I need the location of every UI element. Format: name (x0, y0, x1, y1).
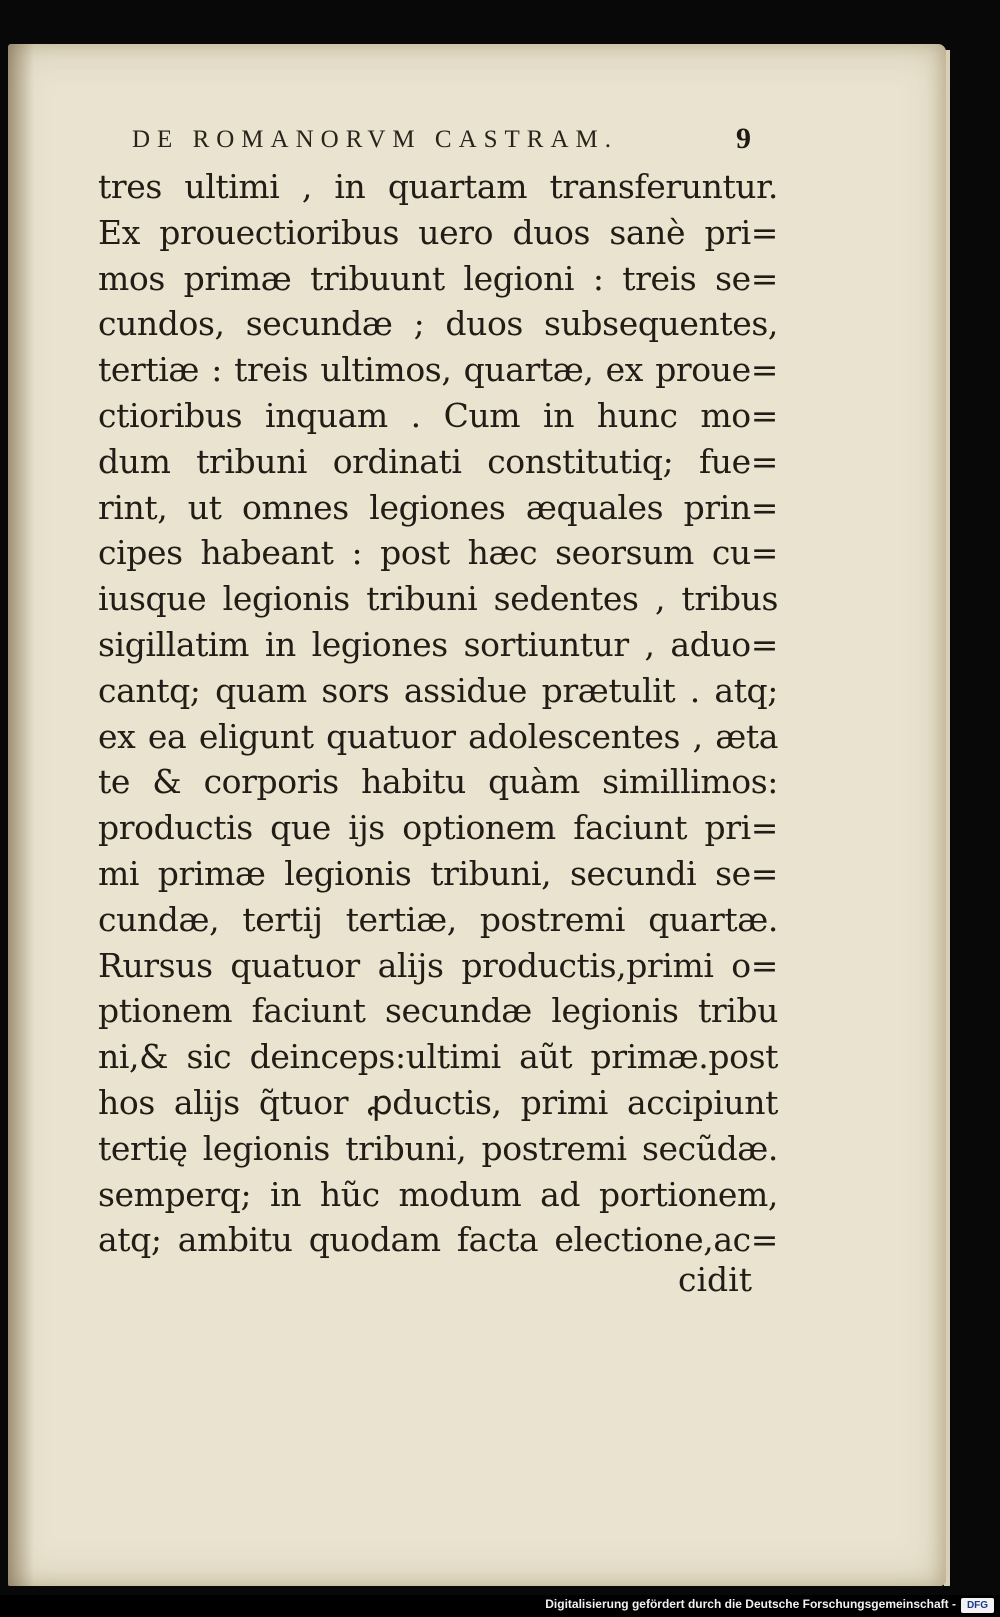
text-line: hos alijs q̃tuor ꝓductis, primi accipiunt (98, 1082, 778, 1122)
text-line: dum tribuni ordinati constitutiq; fue= (98, 441, 778, 481)
text-line: tertię legionis tribuni, postremi secũdæ. (98, 1128, 778, 1168)
text-line: atq; ambitu quodam facta electione,ac= (98, 1220, 778, 1260)
text-line: te & corporis habitu quàm simillimos: (98, 762, 778, 802)
text-line: ni,& sic deinceps:ultimi aũt primæ.post (98, 1037, 778, 1077)
catchword: cidit (678, 1260, 752, 1299)
running-head: DE ROMANORVM CASTRAM. (132, 126, 619, 153)
text-line: ptionem faciunt secundæ legionis tribu (98, 991, 778, 1031)
text-line: cundæ, tertij tertiæ, postremi quartæ. (98, 899, 778, 939)
text-line: ctioribus inquam . Cum in hunc mo= (98, 395, 778, 435)
text-line: semperq; in hũc modum ad portionem, (98, 1174, 778, 1214)
text-line: mos primæ tribuunt legioni : treis se= (98, 258, 778, 298)
text-line: tertiæ : treis ultimos, quartæ, ex proue= (98, 350, 778, 390)
page-number: 9 (736, 122, 751, 155)
text-line: iusque legionis tribuni sedentes , tribus (98, 579, 778, 619)
text-line: mi primæ legionis tribuni, secundi se= (98, 853, 778, 893)
funding-note: Digitalisierung gefördert durch die Deutsche Forschungsgemeinschaft - (545, 1597, 956, 1611)
text-line: cipes habeant : post hæc seorsum cu= (98, 533, 778, 573)
text-line: sigillatim in legiones sortiuntur , aduo= (98, 624, 778, 664)
text-line: Rursus quatuor alijs productis,primi o= (98, 945, 778, 985)
text-line: ex ea eligunt quatuor adolescentes , æta (98, 716, 778, 756)
text-line: cundos, secundæ ; duos subsequentes, (98, 304, 778, 344)
text-line: tres ultimi , in quartam transferuntur. (98, 167, 778, 206)
text-line: rint, ut omnes legiones æquales prin= (98, 487, 778, 527)
text-line: cantq; quam sors assidue prætulit . atq; (98, 670, 778, 710)
text-line: productis que ijs optionem faciunt pri= (98, 808, 778, 848)
dfg-logo-text: DFG (966, 1600, 989, 1611)
text-block (98, 164, 778, 1263)
dfg-logo-icon (961, 1598, 994, 1613)
text-line: Ex prouectioribus uero duos sanè pri= (98, 212, 778, 252)
